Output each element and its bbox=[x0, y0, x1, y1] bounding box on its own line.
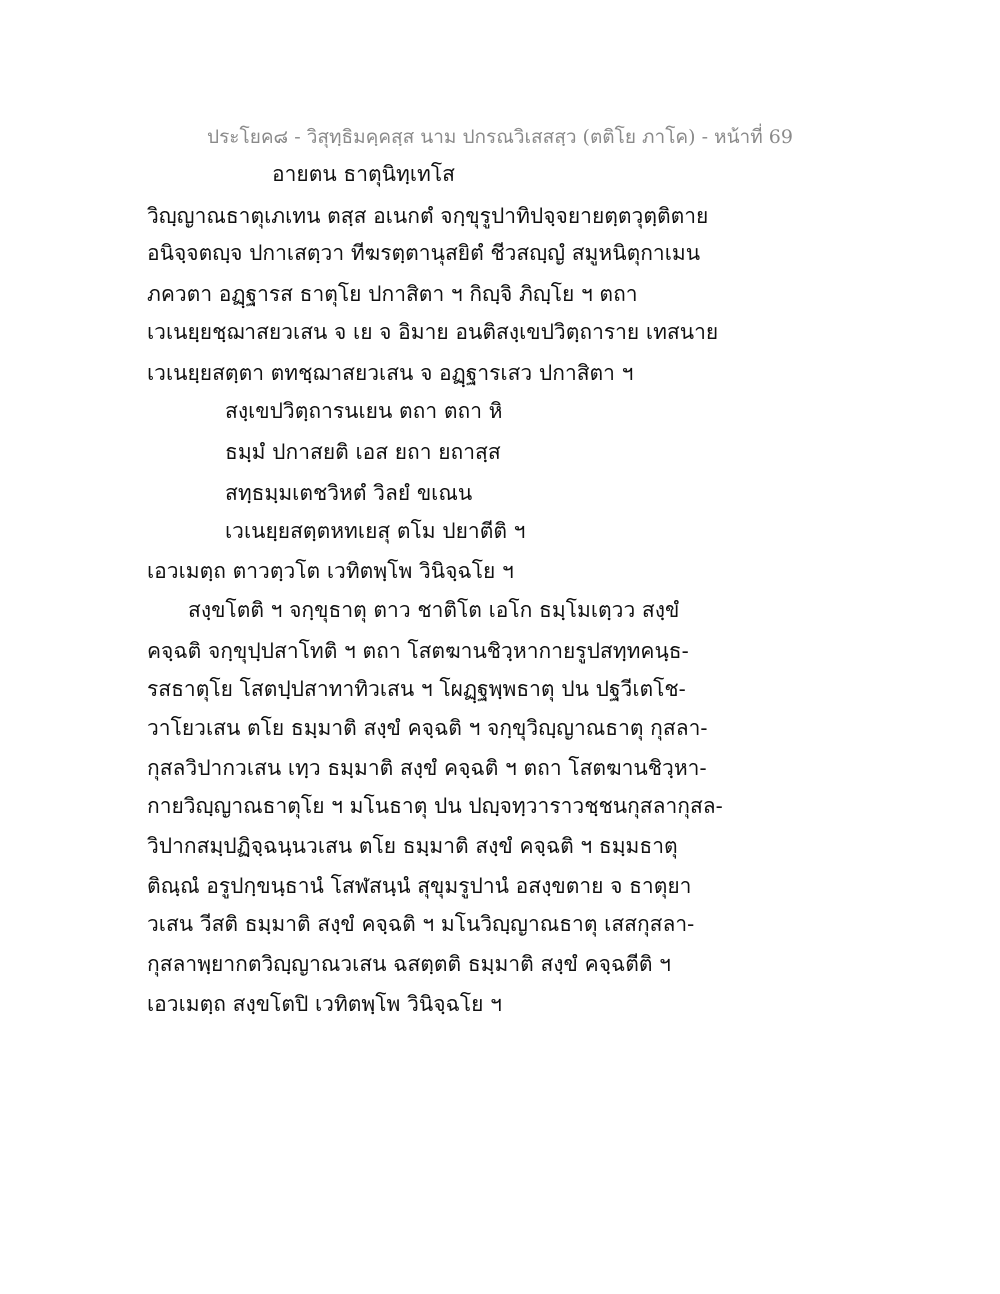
verse-line: ธมฺมํ ปกาสยติ เอส ยถา ยถาสฺส bbox=[225, 440, 501, 464]
verse-line: เวเนยฺยสตฺตหทเยสุ ตโม ปยาตีติ ฯ bbox=[225, 519, 526, 543]
paragraph-line: กายวิญฺญาณธาตุโย ฯ มโนธาตุ ปน ปญฺจทฺวาราวชฺชนกุสลากุสล- bbox=[147, 794, 723, 818]
paragraph-line: วิปากสมฺปฏิจฺฉนฺนวเสน ตโย ธมฺมาติ สงฺขํ คจฺฉติ ฯ ธมฺมธาตุ bbox=[147, 834, 678, 858]
verse-line: สทฺธมฺมเตชวิหตํ วิลยํ ขเณน bbox=[225, 481, 473, 505]
paragraph-line: เวเนยฺยสตฺตา ตทชฺฌาสยวเสน จ อฏฺฐารเสว ปกาสิตา ฯ bbox=[147, 361, 634, 385]
paragraph-line: กุสลาพฺยากตวิญฺญาณวเสน ฉสตฺตติ ธมฺมาติ สงฺขํ คจฺฉตีติ ฯ bbox=[147, 952, 671, 976]
paragraph-line: อนิจฺจตญฺจ ปกาเสตฺวา ทีฆรตฺตานุสยิตํ ชีวสญฺญํ สมูหนิตุกาเมน bbox=[147, 241, 701, 265]
paragraph-line: วเสน วีสติ ธมฺมาติ สงฺขํ คจฺฉติ ฯ มโนวิญฺญาณธาตุ เสสกุสลา- bbox=[147, 912, 695, 936]
conclusion-line: เอวเมตฺถ สงฺขโตปิ เวทิตพฺโพ วินิจฺฉโย ฯ bbox=[147, 992, 502, 1016]
running-header: ประโยค๘ - วิสุทฺธิมคฺคสฺส นาม ปกรณวิเสสสฺว (ตติโย ภาโค) - หน้าที่ 69 bbox=[207, 126, 793, 148]
paragraph-line: วิญฺญาณธาตุเภเทน ตสฺส อเนกตํ จกฺขุรูปาทิปจฺจยายตฺตวุตฺติตาย bbox=[147, 204, 709, 228]
paragraph-line: กุสลวิปากวเสน เทฺว ธมฺมาติ สงฺขํ คจฺฉติ ฯ ตถา โสตฆานชิวฺหา- bbox=[147, 756, 707, 780]
section-heading: อายตน ธาตุนิทฺเทโส bbox=[272, 162, 455, 186]
paragraph-line: สงฺขโตติ ฯ จกฺขุธาตุ ตาว ชาติโต เอโก ธมฺโมเตฺวว สงฺขํ bbox=[188, 598, 680, 622]
verse-line: สงฺเขปวิตฺถารนเยน ตถา ตถา หิ bbox=[225, 399, 503, 423]
paragraph-line: เวเนยฺยชฺฌาสยวเสน จ เย จ อิมาย อนติสงฺเขปวิตฺถาราย เทสนาย bbox=[147, 320, 719, 344]
paragraph-line: รสธาตุโย โสตปฺปสาทาทิวเสน ฯ โผฏฺฐพฺพธาตุ ปน ปฐวีเตโช- bbox=[147, 677, 686, 701]
paragraph-line: วาโยวเสน ตโย ธมฺมาติ สงฺขํ คจฺฉติ ฯ จกฺขุวิญฺญาณธาตุ กุสลา- bbox=[147, 716, 708, 740]
conclusion-line: เอวเมตฺถ ตาวตฺวโต เวทิตพฺโพ วินิจฺฉโย ฯ bbox=[147, 559, 514, 583]
paragraph-line: ภควตา อฏฺฐารส ธาตุโย ปกาสิตา ฯ กิญฺจิ ภิญฺโย ฯ ตถา bbox=[147, 282, 638, 306]
paragraph-line: ติณฺณํ อรูปกฺขนฺธานํ โสฬสนฺนํ สุขุมรูปานํ อสงฺขตาย จ ธาตุยา bbox=[147, 874, 692, 898]
paragraph-line: คจฺฉติ จกฺขุปฺปสาโทติ ฯ ตถา โสตฆานชิวฺหากายรูปสทฺทคนฺธ- bbox=[147, 639, 689, 663]
